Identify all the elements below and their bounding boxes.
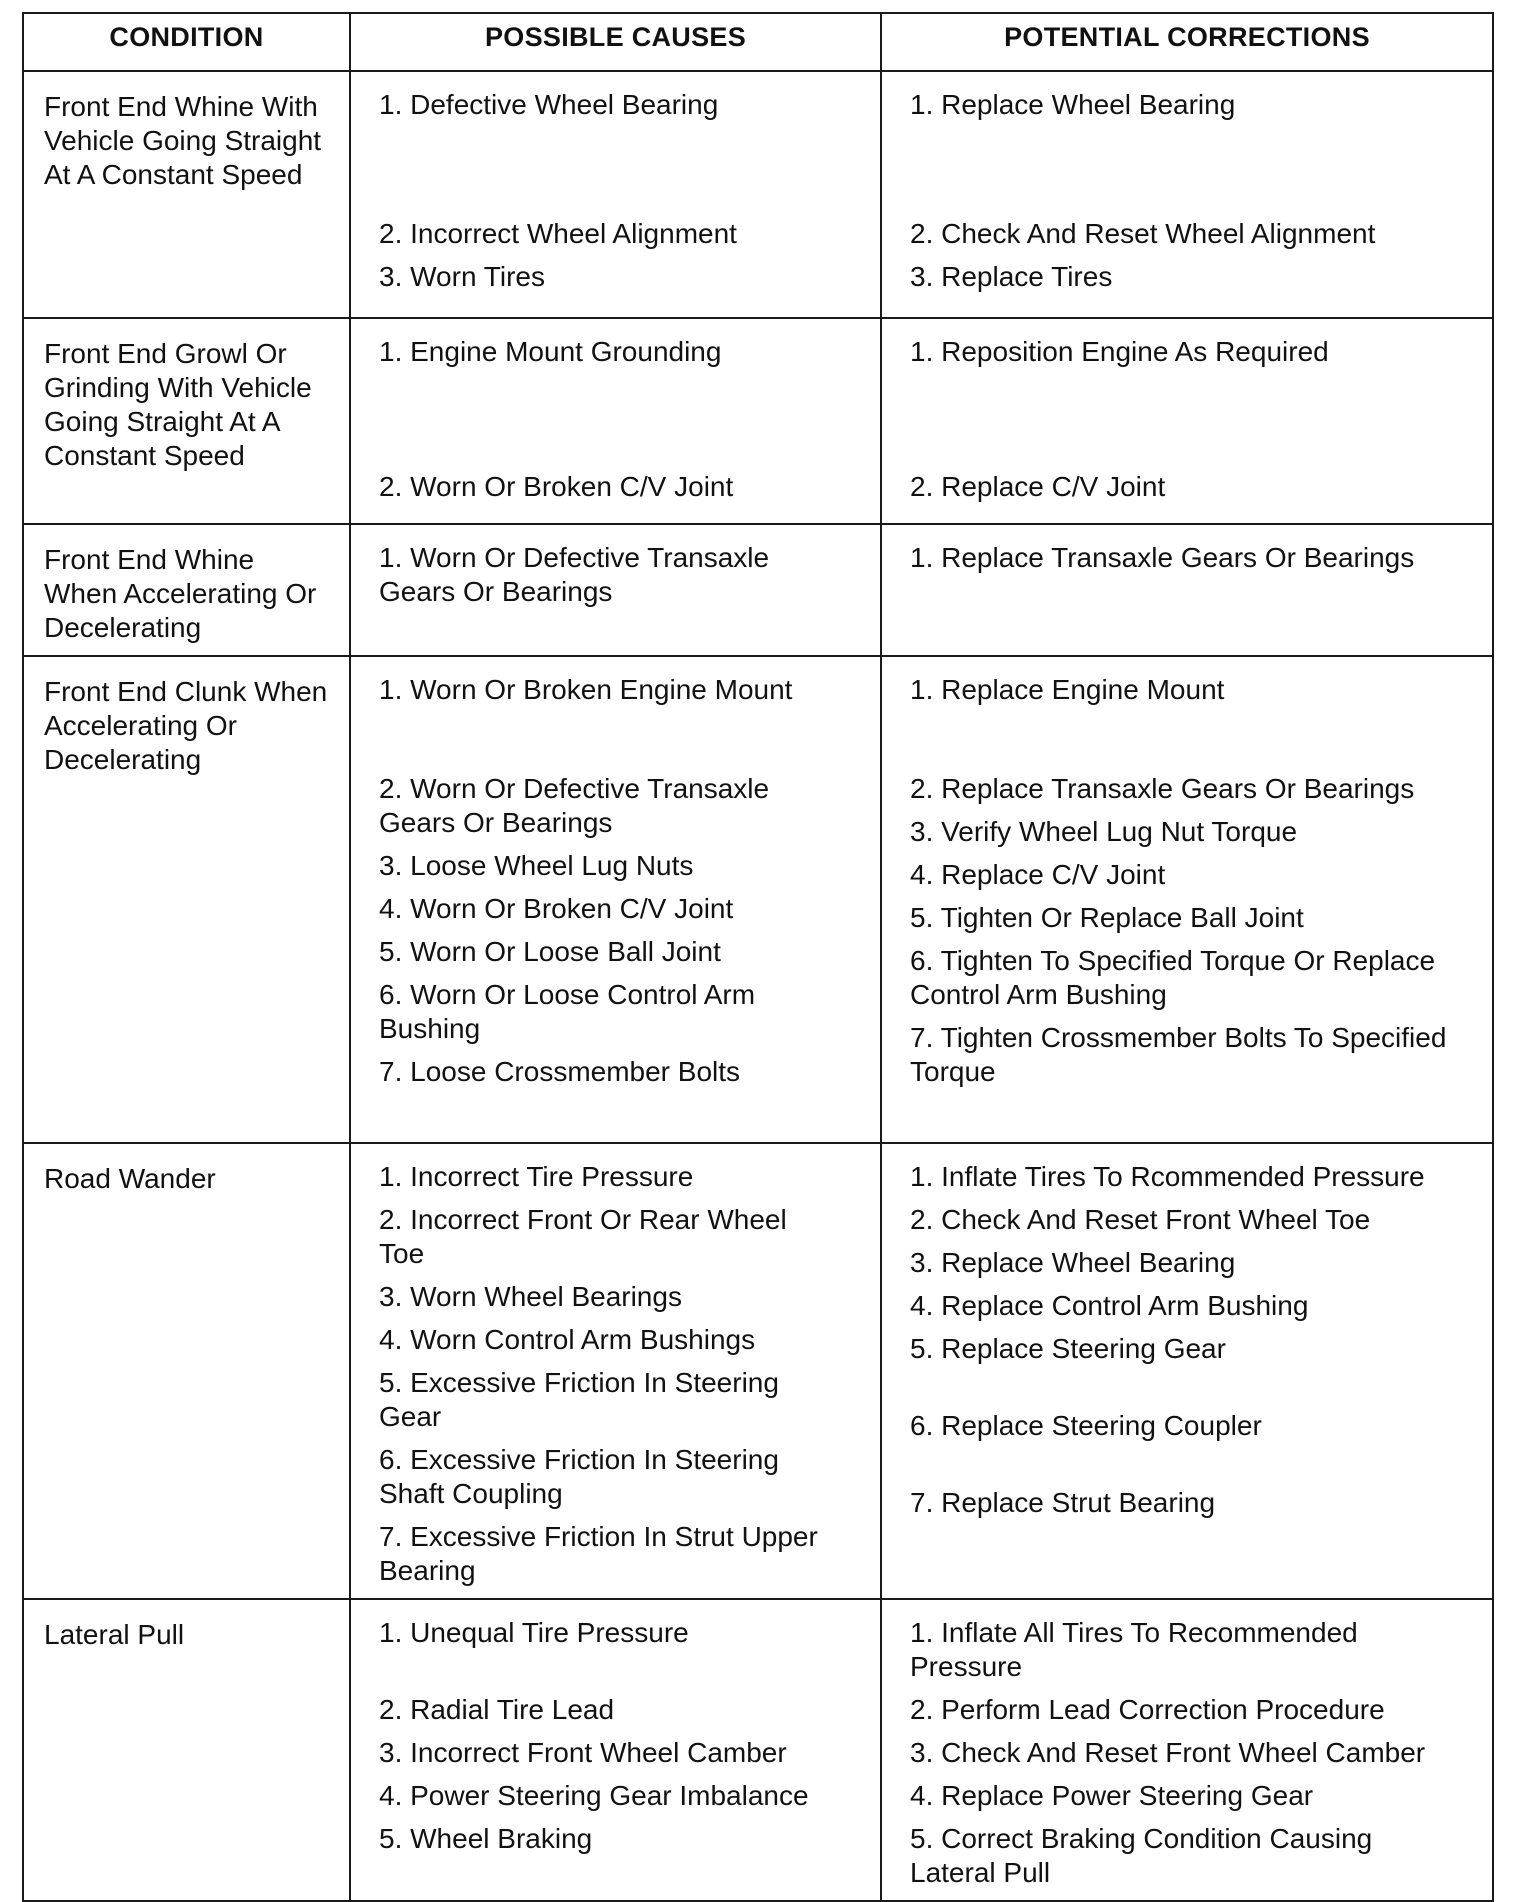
cause-item: 5. Wheel Braking [379, 1823, 593, 1854]
cause-item: 2. Worn Or Defective Transaxle Gears Or Bearings [379, 773, 770, 838]
correction-item: 4. Replace Control Arm Bushing [910, 1290, 1309, 1321]
table-row [23, 1143, 1493, 1599]
correction-item: 7. Tighten Crossmember Bolts To Specified Torque [910, 1022, 1447, 1087]
causes-cell [350, 524, 881, 656]
cause-item: 1. Worn Or Broken Engine Mount [379, 674, 793, 705]
correction-item: 3. Replace Wheel Bearing [910, 1247, 1236, 1278]
cause-item: 2. Radial Tire Lead [379, 1694, 615, 1725]
corrections-cell [881, 71, 1493, 318]
correction-item: 5. Correct Braking Condition Causing Lateral Pull [910, 1823, 1373, 1888]
corrections-cell [881, 656, 1493, 1143]
cause-item: 4. Worn Control Arm Bushings [379, 1324, 756, 1355]
cause-item: 3. Incorrect Front Wheel Camber [379, 1737, 787, 1768]
diagnosis-table [22, 12, 1494, 1902]
correction-item: 1. Inflate Tires To Rcommended Pressure [910, 1161, 1425, 1192]
header-row [23, 13, 1493, 71]
correction-item: 3. Verify Wheel Lug Nut Torque [910, 816, 1298, 847]
correction-item: 1. Replace Wheel Bearing [910, 89, 1236, 120]
corrections-cell [881, 1143, 1493, 1599]
condition-cell: Front End Clunk When Accelerating Or Decelerating [23, 656, 350, 1143]
header-causes: POSSIBLE CAUSES [350, 13, 881, 71]
cause-item: 1. Engine Mount Grounding [379, 336, 722, 367]
correction-item: 2. Perform Lead Correction Procedure [910, 1694, 1385, 1725]
cause-item: 5. Worn Or Loose Ball Joint [379, 936, 721, 967]
correction-item: 3. Check And Reset Front Wheel Camber [910, 1737, 1426, 1768]
correction-item: 2. Check And Reset Front Wheel Toe [910, 1204, 1371, 1235]
correction-item: 1. Replace Engine Mount [910, 674, 1225, 705]
correction-item: 2. Replace Transaxle Gears Or Bearings [910, 773, 1415, 804]
cause-item: 3. Worn Tires [379, 261, 545, 292]
correction-item: 6. Replace Steering Coupler [910, 1410, 1262, 1441]
cause-item: 1. Incorrect Tire Pressure [379, 1161, 694, 1192]
table-row [23, 71, 1493, 318]
cause-item: 4. Power Steering Gear Imbalance [379, 1780, 809, 1811]
condition-cell: Front End Whine When Accelerating Or Decelerating [23, 524, 350, 656]
corrections-cell [881, 524, 1493, 656]
correction-item: 3. Replace Tires [910, 261, 1113, 292]
cause-item: 1. Defective Wheel Bearing [379, 89, 719, 120]
correction-item: 1. Reposition Engine As Required [910, 336, 1329, 367]
cause-item: 6. Worn Or Loose Control Arm Bushing [379, 979, 756, 1044]
cause-item: 5. Excessive Friction In Steering Gear [379, 1367, 779, 1432]
cause-item: 1. Worn Or Defective Transaxle Gears Or Bearings [379, 542, 770, 607]
correction-item: 5. Replace Steering Gear [910, 1333, 1226, 1364]
cause-item: 1. Unequal Tire Pressure [379, 1617, 689, 1648]
cause-item: 2. Incorrect Front Or Rear Wheel Toe [379, 1204, 787, 1269]
causes-cell [350, 318, 881, 524]
condition-cell: Front End Whine With Vehicle Going Straight At A Constant Speed [23, 71, 350, 318]
cause-item: 7. Loose Crossmember Bolts [379, 1056, 741, 1087]
causes-cell [350, 656, 881, 1143]
corrections-cell [881, 1599, 1493, 1901]
correction-item: 5. Tighten Or Replace Ball Joint [910, 902, 1304, 933]
correction-item: 1. Replace Transaxle Gears Or Bearings [910, 542, 1415, 573]
table-row [23, 318, 1493, 524]
corrections-cell [881, 318, 1493, 524]
table-row [23, 524, 1493, 656]
correction-item: 2. Check And Reset Wheel Alignment [910, 218, 1376, 249]
table-row [23, 656, 1493, 1143]
cause-item: 3. Loose Wheel Lug Nuts [379, 850, 694, 881]
cause-item: 7. Excessive Friction In Strut Upper Bearing [379, 1521, 818, 1586]
correction-item: 4. Replace C/V Joint [910, 859, 1166, 890]
header-corrections: POTENTIAL CORRECTIONS [881, 13, 1493, 71]
correction-item: 1. Inflate All Tires To Recommended Pressure [910, 1617, 1358, 1682]
condition-cell: Lateral Pull [23, 1599, 350, 1901]
condition-cell: Road Wander [23, 1143, 350, 1599]
causes-cell [350, 1143, 881, 1599]
correction-item: 4. Replace Power Steering Gear [910, 1780, 1314, 1811]
cause-item: 6. Excessive Friction In Steering Shaft Coupling [379, 1444, 779, 1509]
cause-item: 3. Worn Wheel Bearings [379, 1281, 682, 1312]
causes-cell [350, 71, 881, 318]
correction-item: 2. Replace C/V Joint [910, 471, 1166, 502]
cause-item: 2. Worn Or Broken C/V Joint [379, 471, 734, 502]
causes-cell [350, 1599, 881, 1901]
correction-item: 7. Replace Strut Bearing [910, 1487, 1216, 1518]
header-condition: CONDITION [23, 13, 350, 71]
cause-item: 4. Worn Or Broken C/V Joint [379, 893, 734, 924]
cause-item: 2. Incorrect Wheel Alignment [379, 218, 737, 249]
condition-cell: Front End Growl Or Grinding With Vehicle Going Straight At A Constant Speed [23, 318, 350, 524]
table-row [23, 1599, 1493, 1901]
correction-item: 6. Tighten To Specified Torque Or Replace Control Arm Bushing [910, 945, 1436, 1010]
